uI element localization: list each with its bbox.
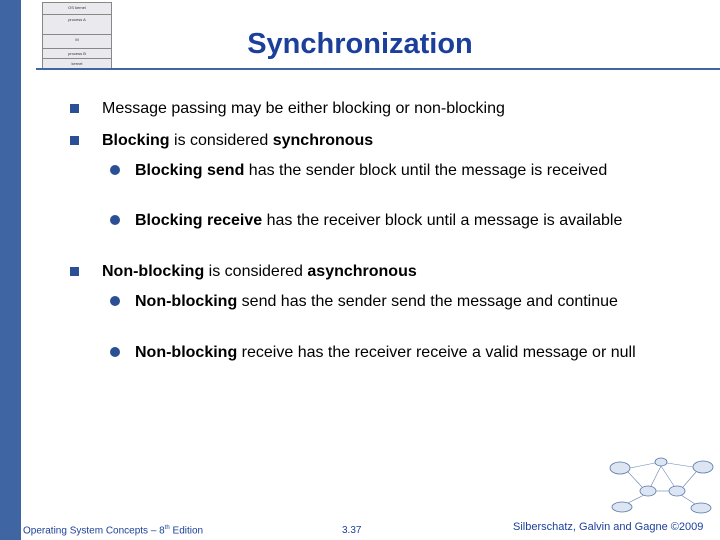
mini-box-process-b: process B <box>42 48 112 60</box>
mini-box-process-a: process A <box>42 14 112 36</box>
round-bullet-icon <box>110 165 120 175</box>
square-bullet-icon <box>70 267 79 276</box>
bullet-text: Non-blocking send has the sender send the message and continue <box>135 293 618 310</box>
footer-authors: Silberschatz, Galvin and Gagne ©2009 <box>513 521 704 533</box>
round-bullet-icon <box>110 347 120 357</box>
square-bullet-icon <box>70 104 79 113</box>
slide-title: Synchronization <box>247 28 473 60</box>
mini-box-kernel: kernel <box>42 58 112 70</box>
sub-bullet-blocking-send <box>110 160 650 181</box>
sub-bullet-non-blocking-send <box>110 291 650 312</box>
bullet-text: Blocking is considered synchronous <box>102 132 374 149</box>
message-passing-mini-diagram <box>38 0 114 70</box>
mini-box-top: OS kernel <box>42 2 112 16</box>
sub-bullet-blocking-receive <box>110 210 650 231</box>
left-accent-bar <box>0 0 21 540</box>
round-bullet-icon <box>110 296 120 306</box>
round-bullet-icon <box>110 215 120 225</box>
sub-bullet-non-blocking-receive <box>110 342 650 363</box>
bullet-text: Blocking send has the sender block until the message is received <box>135 162 608 179</box>
process-state-diagram-icon <box>604 455 718 517</box>
footer-page-number: 3.37 <box>342 525 362 536</box>
bullet-text: Blocking receive has the receiver block until a message is available <box>135 212 623 229</box>
bullet-blocking <box>70 130 670 151</box>
bullet-non-blocking <box>70 261 670 282</box>
bullet-text: Non-blocking receive has the receiver receive a valid message or null <box>135 344 636 361</box>
footer-book-title: Operating System Concepts – 8th Edition <box>23 525 204 537</box>
mini-box-message: M <box>42 34 112 50</box>
bullet-message-passing <box>70 98 670 119</box>
bullet-text: Non-blocking is considered asynchronous <box>102 263 417 280</box>
bullet-text: Message passing may be either blocking or non-blocking <box>102 100 505 117</box>
square-bullet-icon <box>70 136 79 145</box>
title-divider <box>36 68 720 70</box>
